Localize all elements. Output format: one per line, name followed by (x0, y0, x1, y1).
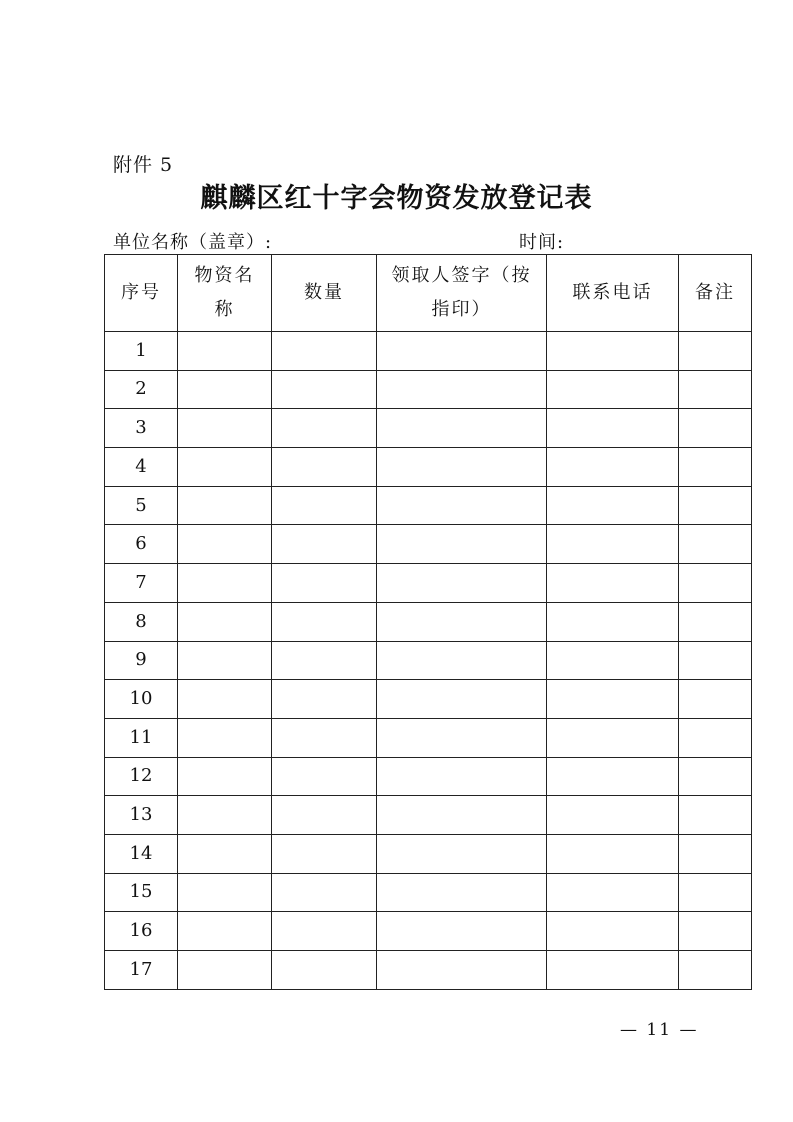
phone-cell[interactable] (547, 951, 679, 990)
remarks-cell[interactable] (679, 409, 752, 448)
signature-cell[interactable] (377, 951, 547, 990)
header-phone: 联系电话 (547, 255, 679, 332)
quantity-cell[interactable] (272, 370, 377, 409)
table-row (105, 873, 752, 912)
signature-cell[interactable] (377, 757, 547, 796)
table-row (105, 641, 752, 680)
table-row (105, 680, 752, 719)
quantity-cell[interactable] (272, 332, 377, 371)
signature-cell[interactable] (377, 409, 547, 448)
signature-cell[interactable] (377, 796, 547, 835)
table-header-row (105, 255, 752, 332)
quantity-cell[interactable] (272, 448, 377, 487)
serial-cell: 1 (105, 332, 178, 371)
signature-cell[interactable] (377, 873, 547, 912)
register-table (104, 254, 752, 990)
unit-name-label: 单位名称（盖章）: (113, 232, 273, 253)
phone-cell[interactable] (547, 834, 679, 873)
serial-cell: 7 (105, 564, 178, 603)
signature-cell[interactable] (377, 834, 547, 873)
remarks-cell[interactable] (679, 448, 752, 487)
table-row (105, 486, 752, 525)
table-row (105, 796, 752, 835)
remarks-cell[interactable] (679, 486, 752, 525)
phone-cell[interactable] (547, 602, 679, 641)
phone-cell[interactable] (547, 718, 679, 757)
serial-cell: 14 (105, 834, 178, 873)
serial-cell: 5 (105, 486, 178, 525)
remarks-cell[interactable] (679, 641, 752, 680)
phone-cell[interactable] (547, 370, 679, 409)
quantity-cell[interactable] (272, 757, 377, 796)
serial-cell: 13 (105, 796, 178, 835)
signature-cell[interactable] (377, 448, 547, 487)
remarks-cell[interactable] (679, 796, 752, 835)
register-body (105, 332, 752, 990)
remarks-cell[interactable] (679, 718, 752, 757)
item-name-cell[interactable] (178, 486, 272, 525)
quantity-cell[interactable] (272, 951, 377, 990)
page-number: — 11 — (620, 1020, 699, 1040)
remarks-cell[interactable] (679, 370, 752, 409)
remarks-cell[interactable] (679, 680, 752, 719)
remarks-cell[interactable] (679, 951, 752, 990)
table-row (105, 718, 752, 757)
quantity-cell[interactable] (272, 486, 377, 525)
item-name-cell[interactable] (178, 564, 272, 603)
item-name-cell[interactable] (178, 409, 272, 448)
serial-cell: 9 (105, 641, 178, 680)
serial-cell: 10 (105, 680, 178, 719)
quantity-cell[interactable] (272, 718, 377, 757)
serial-cell: 8 (105, 602, 178, 641)
item-name-cell[interactable] (178, 602, 272, 641)
item-name-cell[interactable] (178, 796, 272, 835)
remarks-cell[interactable] (679, 602, 752, 641)
quantity-cell[interactable] (272, 641, 377, 680)
signature-cell[interactable] (377, 486, 547, 525)
phone-cell[interactable] (547, 332, 679, 371)
table-row (105, 332, 752, 371)
header-item-name: 物资名称 (178, 255, 272, 332)
table-row (105, 951, 752, 990)
table-row (105, 564, 752, 603)
phone-cell[interactable] (547, 796, 679, 835)
remarks-cell[interactable] (679, 332, 752, 371)
item-name-cell[interactable] (178, 525, 272, 564)
remarks-cell[interactable] (679, 757, 752, 796)
serial-cell: 12 (105, 757, 178, 796)
quantity-cell[interactable] (272, 873, 377, 912)
quantity-cell[interactable] (272, 525, 377, 564)
item-name-cell[interactable] (178, 641, 272, 680)
signature-cell[interactable] (377, 602, 547, 641)
table-row (105, 757, 752, 796)
signature-cell[interactable] (377, 718, 547, 757)
item-name-cell[interactable] (178, 718, 272, 757)
header-quantity: 数量 (272, 255, 377, 332)
signature-cell[interactable] (377, 680, 547, 719)
item-name-cell[interactable] (178, 448, 272, 487)
remarks-cell[interactable] (679, 564, 752, 603)
quantity-cell[interactable] (272, 912, 377, 951)
item-name-cell[interactable] (178, 834, 272, 873)
phone-cell[interactable] (547, 409, 679, 448)
item-name-cell[interactable] (178, 873, 272, 912)
quantity-cell[interactable] (272, 564, 377, 603)
attachment-label: 附件 5 (113, 154, 174, 176)
table-row (105, 370, 752, 409)
quantity-cell[interactable] (272, 680, 377, 719)
table-row (105, 602, 752, 641)
phone-cell[interactable] (547, 525, 679, 564)
remarks-cell[interactable] (679, 834, 752, 873)
phone-cell[interactable] (547, 641, 679, 680)
serial-cell: 6 (105, 525, 178, 564)
table-row (105, 912, 752, 951)
quantity-cell[interactable] (272, 409, 377, 448)
signature-cell[interactable] (377, 525, 547, 564)
item-name-cell[interactable] (178, 912, 272, 951)
phone-cell[interactable] (547, 564, 679, 603)
serial-cell: 17 (105, 951, 178, 990)
signature-cell[interactable] (377, 370, 547, 409)
item-name-cell[interactable] (178, 332, 272, 371)
serial-cell: 2 (105, 370, 178, 409)
item-name-cell[interactable] (178, 951, 272, 990)
signature-cell[interactable] (377, 332, 547, 371)
phone-cell[interactable] (547, 486, 679, 525)
quantity-cell[interactable] (272, 602, 377, 641)
item-name-cell[interactable] (178, 680, 272, 719)
remarks-cell[interactable] (679, 873, 752, 912)
header-recipient-signature: 领取人签字（按指印） (377, 255, 547, 332)
document-title: 麒麟区红十字会物资发放登记表 (200, 183, 593, 214)
table-row (105, 834, 752, 873)
serial-cell: 3 (105, 409, 178, 448)
quantity-cell[interactable] (272, 796, 377, 835)
quantity-cell[interactable] (272, 834, 377, 873)
signature-cell[interactable] (377, 641, 547, 680)
serial-cell: 15 (105, 873, 178, 912)
table-row (105, 525, 752, 564)
phone-cell[interactable] (547, 873, 679, 912)
header-remarks: 备注 (679, 255, 752, 332)
phone-cell[interactable] (547, 757, 679, 796)
item-name-cell[interactable] (178, 370, 272, 409)
phone-cell[interactable] (547, 680, 679, 719)
header-serial: 序号 (105, 255, 178, 332)
signature-cell[interactable] (377, 912, 547, 951)
remarks-cell[interactable] (679, 525, 752, 564)
serial-cell: 11 (105, 718, 178, 757)
serial-cell: 4 (105, 448, 178, 487)
signature-cell[interactable] (377, 564, 547, 603)
item-name-cell[interactable] (178, 757, 272, 796)
phone-cell[interactable] (547, 912, 679, 951)
table-row (105, 409, 752, 448)
meta-row (113, 228, 753, 256)
table-row (105, 448, 752, 487)
remarks-cell[interactable] (679, 912, 752, 951)
serial-cell: 16 (105, 912, 178, 951)
time-label: 时间: (519, 232, 565, 253)
phone-cell[interactable] (547, 448, 679, 487)
